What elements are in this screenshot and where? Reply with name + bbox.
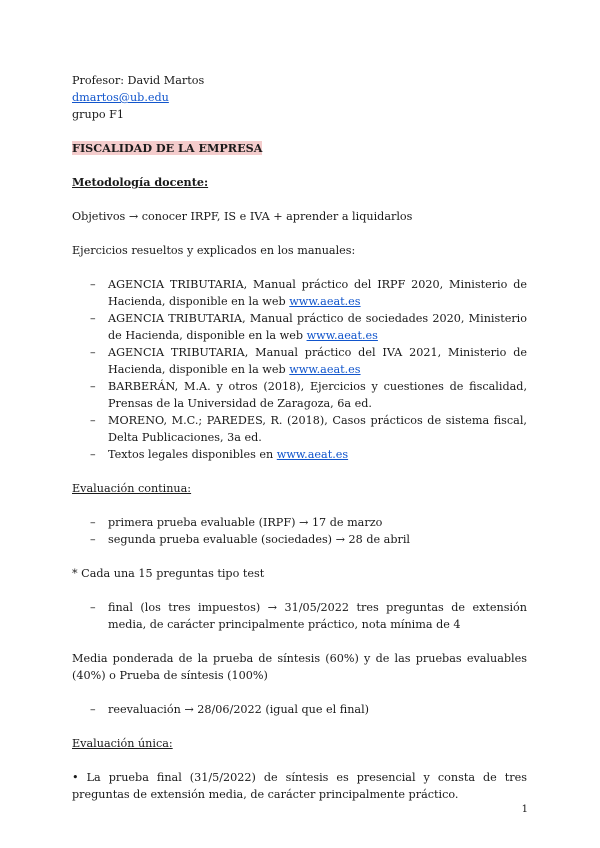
list-item: – final (los tres impuestos) → 31/05/2022 tres preguntas de extensión media, de carácter principalmente práctico, nota mínima de 4 [72, 599, 527, 633]
list-item: – AGENCIA TRIBUTARIA, Manual práctico de sociedades 2020, Ministerio de Hacienda, disponible en la web www.aeat.es [72, 310, 527, 344]
email-link[interactable]: dmartos@ub.edu [72, 91, 169, 104]
list-item: – MORENO, M.C.; PAREDES, R. (2018), Casos prácticos de sistema fiscal, Delta Publicaciones, 3a ed. [72, 412, 527, 446]
list-item: – primera prueba evaluable (IRPF) → 17 de marzo [72, 514, 527, 531]
media-ponderada: Media ponderada de la prueba de síntesis (60%) y de las pruebas evaluables (40%) o Prueba de síntesis (100%) [72, 652, 527, 682]
aeat-link[interactable]: www.aeat.es [289, 295, 361, 308]
ejercicios-intro: Ejercicios resueltos y explicados en los manuales: [72, 244, 356, 257]
metodologia-heading: Metodología docente: [72, 175, 209, 189]
aeat-link[interactable]: www.aeat.es [306, 329, 378, 342]
professor-line: Profesor: David Martos [72, 74, 205, 87]
list-item: – AGENCIA TRIBUTARIA, Manual práctico del IVA 2021, Ministerio de Hacienda, disponible en la web www.aeat.es [72, 344, 527, 378]
group-line: grupo F1 [72, 108, 125, 121]
final-list [72, 599, 527, 633]
reevaluacion-list [72, 701, 527, 718]
list-item: – segunda prueba evaluable (sociedades) → 28 de abril [72, 531, 527, 548]
course-title: FISCALIDAD DE LA EMPRESA [72, 141, 263, 155]
list-item: – AGENCIA TRIBUTARIA, Manual práctico del IRPF 2020, Ministerio de Hacienda, disponible en la web www.aeat.es [72, 276, 527, 310]
evaluacion-continua-heading: Evaluación continua: [72, 482, 192, 495]
objetivos-line: Objetivos → conocer IRPF, IS e IVA + aprender a liquidarlos [72, 210, 413, 223]
aeat-link[interactable]: www.aeat.es [276, 448, 349, 461]
aeat-link[interactable]: www.aeat.es [289, 363, 361, 376]
list-item: – reevaluación → 28/06/2022 (igual que el final) [72, 701, 527, 718]
pruebas-list [72, 514, 527, 548]
evaluacion-unica-heading: Evaluación única: [72, 737, 173, 750]
test-note: * Cada una 15 preguntas tipo test [72, 567, 265, 580]
document-page [72, 72, 527, 803]
manuales-list [72, 276, 527, 463]
list-item: – BARBERÁN, M.A. y otros (2018), Ejercicios y cuestiones de fiscalidad, Prensas de la Universidad de Zaragoza, 6a ed. [72, 378, 527, 412]
evaluacion-unica-text: • La prueba final (31/5/2022) de síntesis es presencial y consta de tres preguntas de extensión media, de carácter principalmente práctico. [72, 771, 527, 801]
list-item: – Textos legales disponibles en www.aeat.es [72, 446, 527, 463]
page-number: 1 [521, 804, 528, 815]
